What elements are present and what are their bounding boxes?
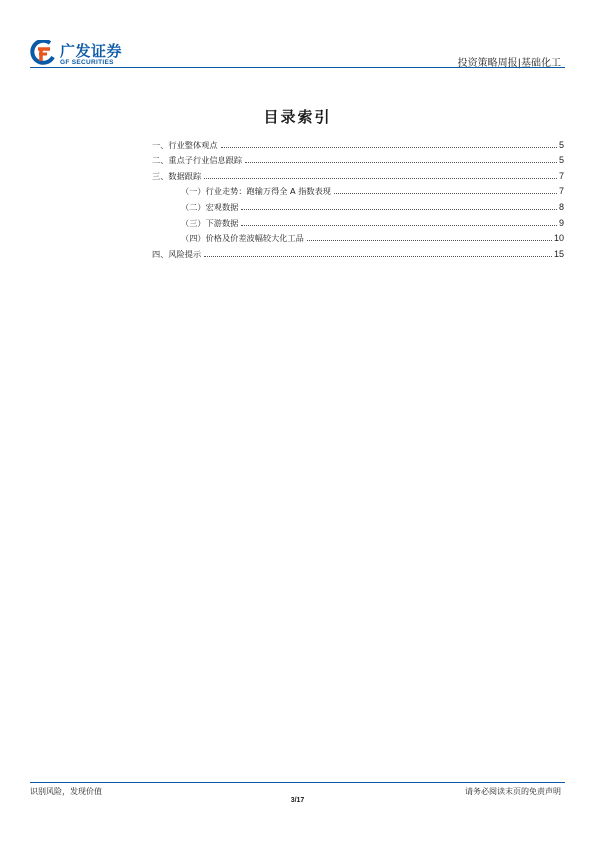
toc-title: 目录索引 [263,108,332,126]
toc-dot-leader [221,147,557,148]
toc-entry-page: 7 [558,170,564,181]
toc-entry-label: 一、行业整体观点 [152,139,218,150]
logo-english-name: GF SECURITIES [60,59,114,66]
toc-dot-leader [204,256,552,257]
toc-entry-label: （四）价格及价差波幅较大化工品 [181,233,304,244]
logo-chinese-name: 广发证券 [60,42,123,60]
report-type-label: 投资策略周报|基础化工 [457,58,561,69]
toc-dot-leader [241,209,557,210]
toc-dot-leader [307,240,552,241]
toc-entry[interactable] [152,243,564,259]
gf-logo-icon [30,40,56,66]
toc-entry[interactable] [152,196,564,212]
toc-dot-leader [334,193,557,194]
toc-entry[interactable] [152,181,564,197]
toc-entry[interactable] [152,150,564,166]
toc-entry-page: 7 [558,186,564,197]
toc-entry-label: 三、数据跟踪 [152,170,202,181]
toc-entry-label: （二）宏观数据 [181,201,239,212]
toc-entry-page: 15 [553,248,564,259]
toc-entry[interactable] [152,134,564,150]
toc-entry-page: 5 [558,139,564,150]
toc-entry[interactable] [152,165,564,181]
toc-entry-label: （三）下游数据 [181,217,239,228]
footer-slogan: 识别风险，发现价值 [30,787,102,796]
toc-entry[interactable] [152,228,564,244]
toc-dot-leader [241,225,557,226]
table-of-contents [152,134,564,259]
page-number: 3/17 [290,797,305,804]
toc-entry-page: 5 [558,155,564,166]
toc-dot-leader [245,162,557,163]
toc-entry[interactable] [152,212,564,228]
toc-entry-page: 9 [558,217,564,228]
toc-entry-label: 二、重点子行业信息跟踪 [152,155,243,166]
header-divider [30,67,565,68]
toc-dot-leader [204,178,557,179]
toc-entry-page: 10 [553,233,564,244]
footer-divider [30,782,565,783]
toc-entry-label: 四、风险提示 [152,248,202,259]
toc-entry-label: （一）行业走势：跑输万得全 A 指数表现 [181,186,331,197]
footer-disclaimer-note: 请务必阅读末页的免责声明 [465,787,561,796]
toc-entry-page: 8 [558,201,564,212]
